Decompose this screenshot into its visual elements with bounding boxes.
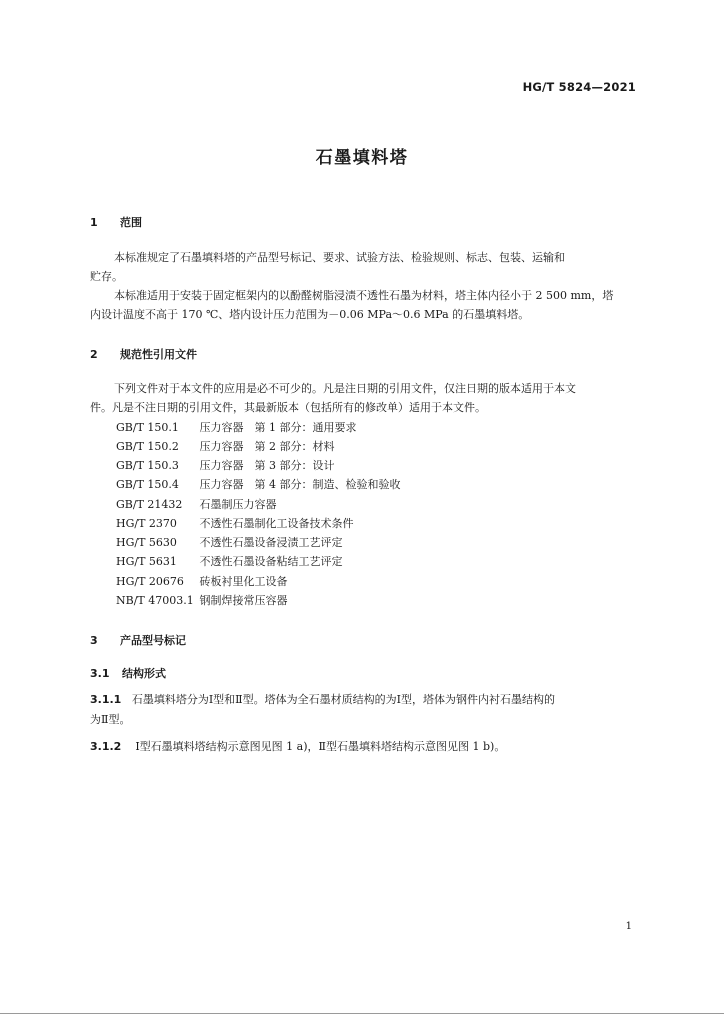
reference-name: 石墨制压力容器 [199,498,277,511]
clause-3-1-1-line1 [90,691,555,707]
reference-code: HG/T 20676 [116,575,184,588]
scope-para1-line2: 贮存。 [90,270,123,283]
section-number: 1 [90,216,98,229]
references-intro-line2: 件。凡是不注日期的引用文件，其最新版本（包括所有的修改单）适用于本文件。 [90,401,486,414]
subsection-number: 3.1 [90,667,110,680]
reference-item [116,534,343,550]
reference-code: GB/T 150.2 [116,440,179,453]
clause-text: Ⅰ型石墨填料塔结构示意图见图 1 a)，Ⅱ型石墨填料塔结构示意图见图 1 b)。 [135,740,506,753]
reference-code: HG/T 2370 [116,517,177,530]
reference-code: GB/T 150.1 [116,421,179,434]
scope-para2-line1: 本标准适用于安装于固定框架内的以酚醛树脂浸渍不透性石墨为材料，塔主体内径小于 2 500 mm，塔 [114,289,614,302]
section-number: 2 [90,348,98,361]
reference-code: HG/T 5630 [116,536,177,549]
page-bottom-edge [0,1013,724,1014]
reference-item [116,515,354,531]
section-heading-normative-references [90,346,197,362]
reference-item [116,476,401,492]
standard-code: HG/T 5824—2021 [522,80,636,94]
page-number: 1 [625,921,632,932]
reference-code: GB/T 150.3 [116,459,179,472]
section-title: 范围 [120,216,142,229]
reference-name: 不透性石墨设备浸渍工艺评定 [199,536,343,549]
clause-3-1-2 [90,738,505,754]
section-number: 3 [90,634,98,647]
section-heading-product-model [90,632,186,648]
reference-code: GB/T 150.4 [116,478,179,491]
subsection-heading-structure [90,665,166,681]
section-title: 规范性引用文件 [120,348,197,361]
reference-name: 压力容器 第 3 部分：设计 [199,459,335,472]
clause-number: 3.1.2 [90,740,122,753]
scope-para2-line2: 内设计温度不高于 170 ℃、塔内设计压力范围为－0.06 MPa～0.6 MPa 的石墨填料塔。 [90,308,530,321]
section-title: 产品型号标记 [120,634,186,647]
reference-code: GB/T 21432 [116,498,183,511]
reference-name: 不透性石墨设备粘结工艺评定 [199,555,343,568]
reference-item [116,438,335,454]
reference-name: 不透性石墨制化工设备技术条件 [199,517,354,530]
reference-name: 压力容器 第 1 部分：通用要求 [199,421,357,434]
clause-text: 石墨填料塔分为Ⅰ型和Ⅱ型。塔体为全石墨材质结构的为Ⅰ型，塔体为钢件内衬石墨结构的 [131,693,555,706]
reference-item [116,573,288,589]
reference-code: NB/T 47003.1 [116,594,194,607]
clause-number: 3.1.1 [90,693,122,706]
clause-3-1-1-line2: 为Ⅱ型。 [90,713,131,726]
subsection-title: 结构形式 [122,667,166,680]
references-intro-line1: 下列文件对于本文件的应用是必不可少的。凡是注日期的引用文件，仅注日期的版本适用于本文 [114,382,576,395]
scope-para1-line1: 本标准规定了石墨填料塔的产品型号标记、要求、试验方法、检验规则、标志、包装、运输和 [114,251,565,264]
reference-name: 压力容器 第 4 部分：制造、检验和验收 [199,478,401,491]
reference-item [116,592,288,608]
reference-code: HG/T 5631 [116,555,177,568]
reference-name: 钢制焊接常压容器 [199,594,288,607]
reference-item [116,496,277,512]
reference-item [116,419,357,435]
section-heading-scope [90,214,142,230]
reference-item [116,553,343,569]
document-title: 石墨填料塔 [315,148,409,168]
reference-name: 压力容器 第 2 部分：材料 [199,440,335,453]
reference-name: 砖板衬里化工设备 [199,575,288,588]
reference-item [116,457,335,473]
